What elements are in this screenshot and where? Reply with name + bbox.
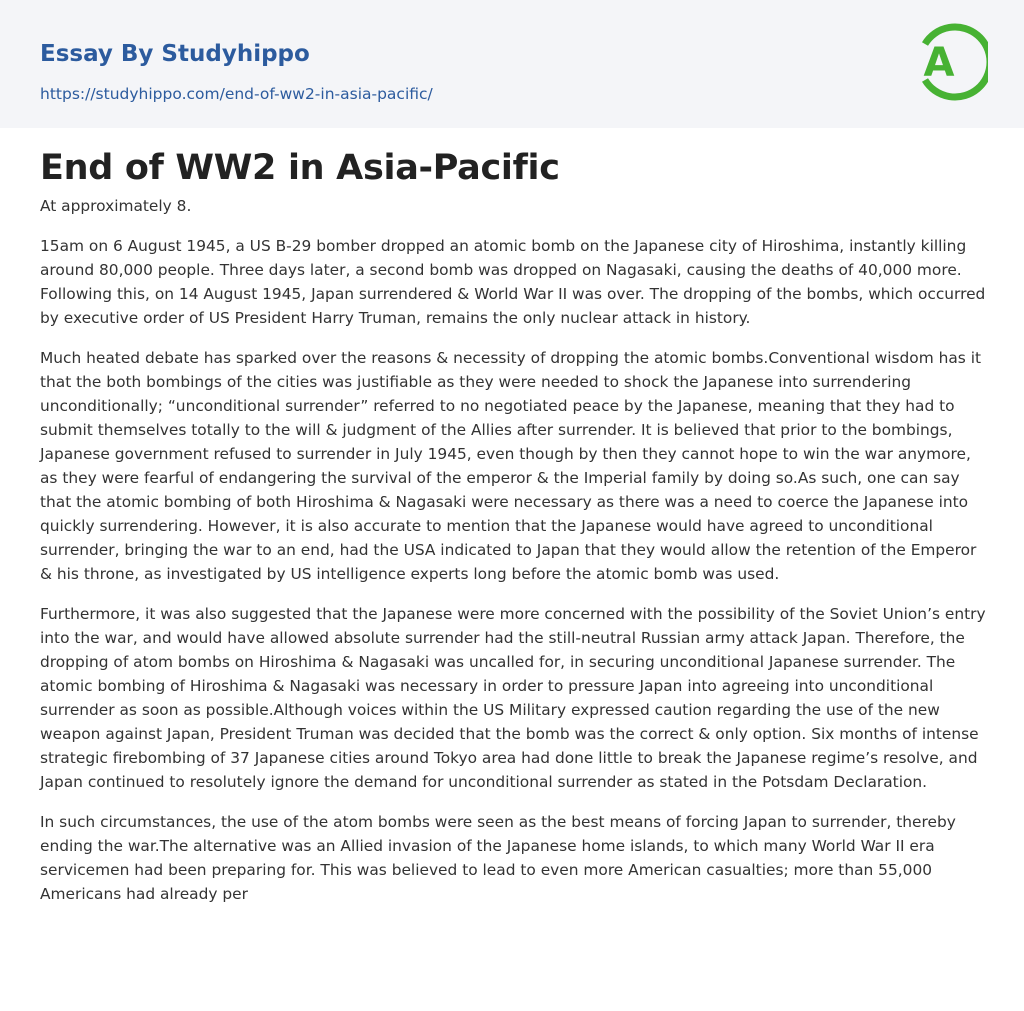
logo-icon[interactable]: [912, 18, 988, 106]
essay-paragraph: 15am on 6 August 1945, a US B-29 bomber dropped an atomic bomb on the Japanese city of Hiroshima, instantly killing around 80,000 people. Three days later, a second bomb was dropped on Nagasaki, causing the deaths of 40,000 more. Following this, on 14 August 1945, Japan surrendered & World War II was over. The dropping of the bombs, which occurred by executive order of US President Harry Truman, remains the only nuclear attack in history.: [40, 237, 986, 327]
logo-letter: A: [923, 40, 955, 86]
essay-content: [40, 143, 990, 922]
site-header: [0, 0, 1024, 128]
page-title: End of WW2 in Asia-Pacific: [40, 148, 560, 188]
essay-url-link[interactable]: https://studyhippo.com/end-of-ww2-in-asia-pacific/: [40, 85, 433, 103]
essay-paragraph: In such circumstances, the use of the atom bombs were seen as the best means of forcing Japan to surrender, thereby ending the war.The alternative was an Allied invasion of the Japanese home islands, to which many World War II era servicemen had been preparing for. This was believed to lead to even more American casualties; more than 55,000 Americans had already per: [40, 813, 956, 903]
essay-paragraph: Furthermore, it was also suggested that the Japanese were more concerned with the possibility of the Soviet Union’s entry into the war, and would have allowed absolute surrender had the still-neutral Russian army attack Japan. Therefore, the dropping of atom bombs on Hiroshima & Nagasaki was uncalled for, in securing unconditional Japanese surrender. The atomic bombing of Hiroshima & Nagasaki was necessary in order to pressure Japan into agreeing into unconditional surrender as soon as possible.Although voices within the US Military expressed caution regarding the use of the new weapon against Japan, President Truman was decided that the bomb was the correct & only option. Six months of intense strategic firebombing of 37 Japanese cities around Tokyo area had done little to break the Japanese regime’s resolve, and Japan continued to resolutely ignore the demand for unconditional surrender as stated in the Potsdam Declaration.: [40, 605, 986, 791]
essay-paragraph: Much heated debate has sparked over the reasons & necessity of dropping the atomic bombs.Conventional wisdom has it that the both bombings of the cities was justifiable as they were needed to shock the Japanese into surrendering unconditionally; “unconditional surrender” referred to no negotiated peace by the Japanese, meaning that they had to submit themselves totally to the will & judgment of the Allies after surrender. It is believed that prior to the bombings, Japanese government refused to surrender in July 1945, even though by then they cannot hope to win the war anymore, as they were fearful of endangering the survival of the emperor & the Imperial family by doing so.As such, one can say that the atomic bombing of both Hiroshima & Nagasaki were necessary as there was a need to coerce the Japanese into quickly surrendering. However, it is also accurate to mention that the Japanese would have agreed to unconditional surrender, bringing the war to an end, had the USA indicated to Japan that they would allow the retention of the Emperor & his throne, as investigated by US intelligence experts long before the atomic bomb was used.: [40, 349, 982, 583]
essay-paragraph: At approximately 8.: [40, 197, 192, 215]
site-title[interactable]: Essay By Studyhippo: [40, 41, 310, 67]
